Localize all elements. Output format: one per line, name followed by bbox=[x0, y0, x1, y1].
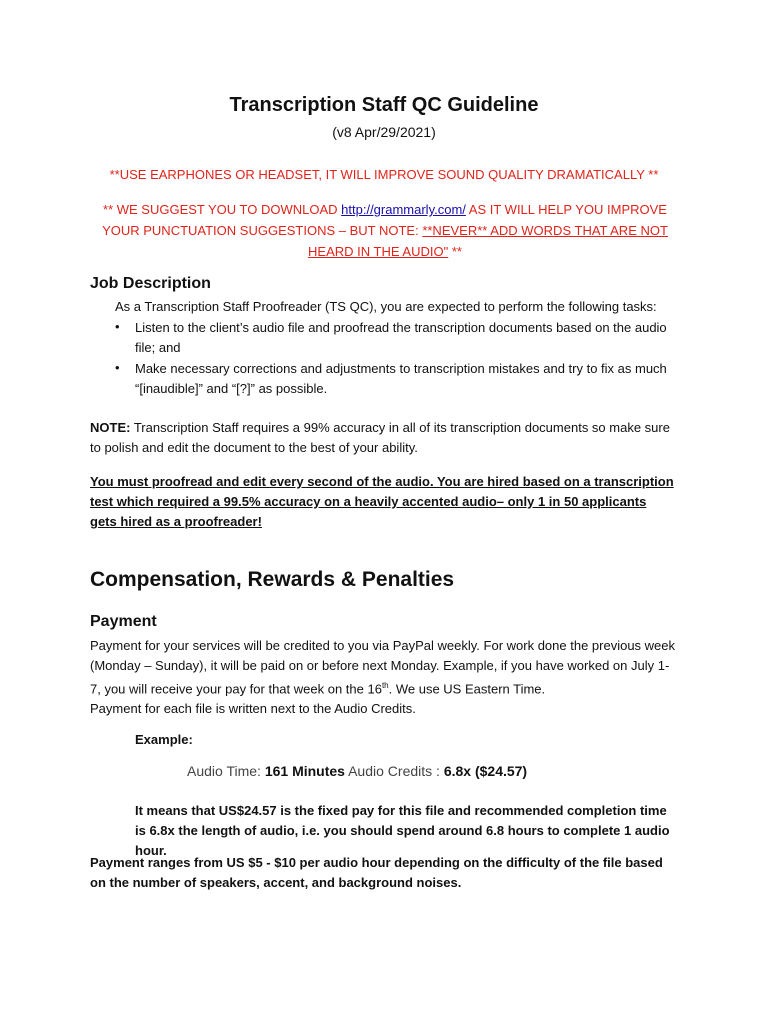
example-label: Example: bbox=[135, 732, 193, 747]
audio-credits-value: 6.8x bbox=[443, 763, 472, 779]
grammarly-notice bbox=[90, 199, 680, 262]
payment-text: Payment for your services will be credited to you via PayPal weekly. For work done the previous week (Monday – Sunday), it will be paid on or before next Monday. Example, if you have worked on July 1-7, you will receive your pay for that week on the 16 bbox=[90, 638, 676, 697]
grammarly-notice-middle: AS IT WILL HELP YOU IMPROVE YOUR PUNCTUATION SUGGESTIONS – BUT NOTE: bbox=[102, 202, 667, 238]
compensation-heading: Compensation, Rewards & Penalties bbox=[90, 568, 455, 591]
page-title: Transcription Staff QC Guideline bbox=[229, 94, 539, 116]
audio-pay-value: ($24.57) bbox=[474, 763, 528, 779]
audio-time-label: Audio Time: bbox=[187, 763, 261, 779]
bullet-marker: • bbox=[115, 360, 120, 375]
grammarly-notice-suffix: ** bbox=[448, 244, 462, 259]
bullet-marker: • bbox=[115, 319, 120, 334]
earphones-notice: **USE EARPHONES OR HEADSET, IT WILL IMPROVE SOUND QUALITY DRAMATICALLY ** bbox=[109, 167, 659, 182]
payment-range: Payment ranges from US $5 - $10 per audio hour depending on the difficulty of the file based on the number of speakers, accent, and background noises. bbox=[90, 855, 663, 890]
example-explanation: It means that US$24.57 is the fixed pay for this file and recommended completion time is 6.8x the length of audio, i.e. you should spend around 6.8 hours to complete 1 audio hour. bbox=[135, 803, 670, 858]
bullet-item-corrections: Make necessary corrections and adjustments to transcription mistakes and try to fix as much “[inaudible]” and “[?]” as possible. bbox=[135, 361, 667, 396]
payment-heading: Payment bbox=[90, 613, 157, 630]
audio-credits-label: Audio Credits : bbox=[348, 763, 440, 779]
note-text: Transcription Staff requires a 99% accuracy in all of its transcription documents so make sure to polish and edit the document to the best of your ability. bbox=[90, 420, 670, 455]
payment-text-end: . We use US Eastern Time. bbox=[388, 681, 546, 697]
bullet-item-listen: Listen to the client’s audio file and proofread the transcription documents based on the audio file; and bbox=[135, 320, 667, 355]
grammarly-notice-prefix: ** WE SUGGEST YOU TO DOWNLOAD bbox=[103, 202, 342, 217]
proofread-emphasis: You must proofread and edit every second of the audio. You are hired based on a transcription test which required a 99.5% accuracy on a heavily accented audio– only 1 in 50 applicants gets hired as a proofreader! bbox=[90, 474, 674, 529]
audio-credits-example bbox=[187, 763, 527, 779]
accuracy-note bbox=[90, 418, 675, 458]
payment-credits-line: Payment for each file is written next to the Audio Credits. bbox=[90, 701, 416, 717]
job-description-intro: As a Transcription Staff Proofreader (TS QC), you are expected to perform the following tasks: bbox=[115, 299, 657, 314]
payment-paragraph bbox=[90, 636, 680, 719]
grammarly-notice-warning: **NEVER** ADD WORDS THAT ARE NOT HEARD IN THE AUDIO" bbox=[308, 223, 668, 259]
grammarly-link[interactable]: http://grammarly.com/ bbox=[341, 202, 466, 217]
ordinal-suffix: th bbox=[381, 681, 389, 690]
version-label: (v8 Apr/29/2021) bbox=[332, 124, 436, 140]
note-label: NOTE: bbox=[90, 420, 131, 435]
audio-time-value: 161 Minutes bbox=[264, 763, 345, 779]
job-description-heading: Job Description bbox=[90, 275, 211, 292]
